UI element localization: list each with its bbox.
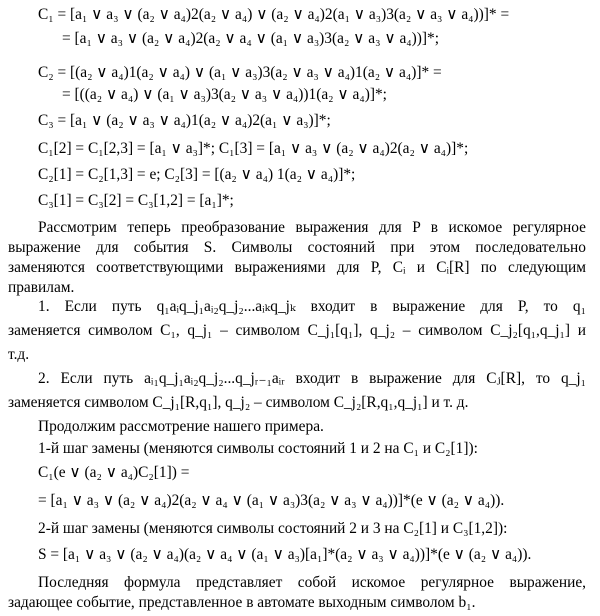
step2-formula: S = [a₁ ∨ a₃ ∨ (a₂ ∨ a₄)(a₂ ∨ a₄ ∨ (a₁ ∨ a₃)[a₁]*(a₂ ∨ a₃ ∨ a₄))]*(e ∨ (a₂ ∨ a₄)). (38, 546, 532, 563)
continue-text: Продолжим рассмотрение нашего примера. (38, 418, 324, 435)
conclusion-line-2: задающее событие, представленное в автомате выходным символом b₁. (8, 594, 476, 611)
intro-line-1: Рассмотрим теперь преобразование выражения для P в искомое регулярное (38, 219, 586, 236)
rule2-line-2: заменяется символом C_j₁[R,q₁], q_j₂ – символом C_j₂[R,q₁,q_j₁] и т. д. (8, 394, 469, 411)
formula-c2-line1: C₂ = [(a₂ ∨ a₄)1(a₂ ∨ a₄) ∨ (a₁ ∨ a₃)3(a₂ ∨ a₃ ∨ a₄)1(a₂ ∨ a₄)]* = (38, 64, 442, 81)
rule1-line-1: 1. Если путь q₁aᵢq_j₁aᵢ₂q_j₂...aᵢₖq_jₖ входит в выражение для P, то q₁ (38, 298, 586, 315)
formula-c3: C₃ = [a₁ ∨ (a₂ ∨ a₃ ∨ a₄)1(a₂ ∨ a₄)2(a₁ ∨ a₃)]*; (38, 112, 331, 129)
formula-c2-line2: = [((a₂ ∨ a₄) ∨ (a₁ ∨ a₃)3(a₂ ∨ a₃ ∨ a₄))1(a₂ ∨ a₄)]*; (62, 86, 387, 103)
intro-line-2: выражение для события S. Символы состояний при этом последовательно (8, 239, 586, 256)
intro-line-3: заменяются соответствующими выражениями для P, Cᵢ и Cᵢ[R] по следующим (8, 259, 586, 276)
formula-c2-subsets: C₂[1] = C₂[1,3] = e; C₂[3] = [(a₂ ∨ a₄) 1(a₂ ∨ a₄)]*; (38, 166, 356, 183)
formula-c3-subsets: C₃[1] = C₃[2] = C₃[1,2] = [a₁]*; (38, 192, 234, 209)
rule2-line-1: 2. Если путь aᵢ₁q_j₁aᵢ₂q_j₂...q_jᵣ₋₁aᵢᵣ входит в выражение для Cⱼ[R], то q_j₁ (38, 370, 586, 387)
step2-heading: 2-й шаг замены (меняются символы состояний 2 и 3 на C₂[1] и C₃[1,2]): (38, 520, 508, 537)
formula-c1-line2: = [a₁ ∨ a₃ ∨ (a₂ ∨ a₄)2(a₂ ∨ a₄ ∨ (a₁ ∨ a₃)3(a₂ ∨ a₃ ∨ a₄))]*; (62, 30, 439, 47)
formula-c1-line1: C₁ = [a₁ ∨ a₃ ∨ (a₂ ∨ a₄)2(a₂ ∨ a₄) ∨ (a₂ ∨ a₄)2(a₁ ∨ a₃)3(a₂ ∨ a₃ ∨ a₄))]* = (38, 6, 510, 23)
intro-line-4: правилам. (8, 279, 75, 296)
rule1-line-3: т.д. (8, 346, 30, 363)
conclusion-line-1: Последняя формула представляет собой искомое регулярное выражение, (38, 574, 586, 591)
step1-formula-1: C₁(e ∨ (a₂ ∨ a₄)C₂[1]) = (38, 464, 190, 481)
step1-heading: 1-й шаг замены (меняются символы состояний 1 и 2 на C₁ и C₂[1]): (38, 440, 478, 457)
formula-c1-subsets: C₁[2] = C₁[2,3] = [a₁ ∨ a₃]*; C₁[3] = [a₁ ∨ a₃ ∨ (a₂ ∨ a₄)2(a₂ ∨ a₄)]*; (38, 140, 469, 157)
rule1-line-2: заменяется символом C₁, q_j₁ – символом C_j₁[q₁], q_j₂ – символом C_j₂[q₁,q_j₁] и (8, 322, 586, 339)
step1-formula-2: = [a₁ ∨ a₃ ∨ (a₂ ∨ a₄)2(a₂ ∨ a₄ ∨ (a₁ ∨ a₃)3(a₂ ∨ a₃ ∨ a₄))]*(e ∨ (a₂ ∨ a₄)). (38, 492, 505, 509)
